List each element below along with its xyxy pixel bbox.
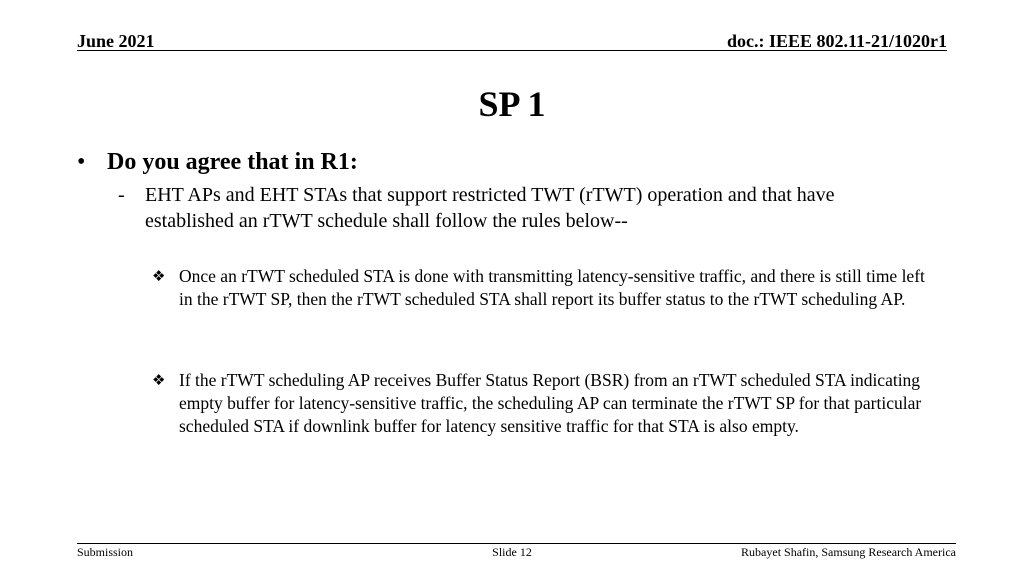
diamond-bullet-icon: ❖: [152, 371, 166, 389]
diamond-bullet-icon: ❖: [152, 267, 166, 285]
rule-text: If the rTWT scheduling AP receives Buffer Status Report (BSR) from an rTWT scheduled STA indicating empty buffer for latency-sensitive traffic, the scheduling AP can terminate the rTWT SP for that particular scheduled STA if downlink buffer for latency sensitive traffic for that STA is also empty.: [179, 370, 922, 436]
sub-item: [118, 182, 908, 234]
header-doc-id: doc.: IEEE 802.11-21/1020r1: [726, 31, 947, 51]
footer-divider: [77, 543, 956, 544]
footer-submission: Submission: [77, 545, 134, 559]
header-divider: [77, 50, 947, 51]
sub-item-text: EHT APs and EHT STAs that support restricted TWT (rTWT) operation and that have established an rTWT schedule shall follow the rules below--: [145, 184, 835, 232]
slide-title: SP 1: [478, 84, 546, 124]
rule-item: [152, 369, 942, 438]
footer-author: Rubayet Shafin, Samsung Research America: [741, 545, 956, 559]
dash-marker: -: [118, 184, 125, 206]
header-date: June 2021: [77, 31, 155, 51]
footer-slide-number: Slide 12: [492, 545, 532, 559]
bullet-icon: •: [77, 149, 86, 175]
rule-item: [152, 265, 942, 311]
question: [77, 148, 358, 176]
question-text: Do you agree that in R1:: [107, 149, 358, 175]
rule-text: Once an rTWT scheduled STA is done with transmitting latency-sensitive traffic, and there is still time left in the rTWT SP, then the rTWT scheduled STA shall report its buffer status to the rTWT scheduling AP.: [179, 266, 925, 309]
